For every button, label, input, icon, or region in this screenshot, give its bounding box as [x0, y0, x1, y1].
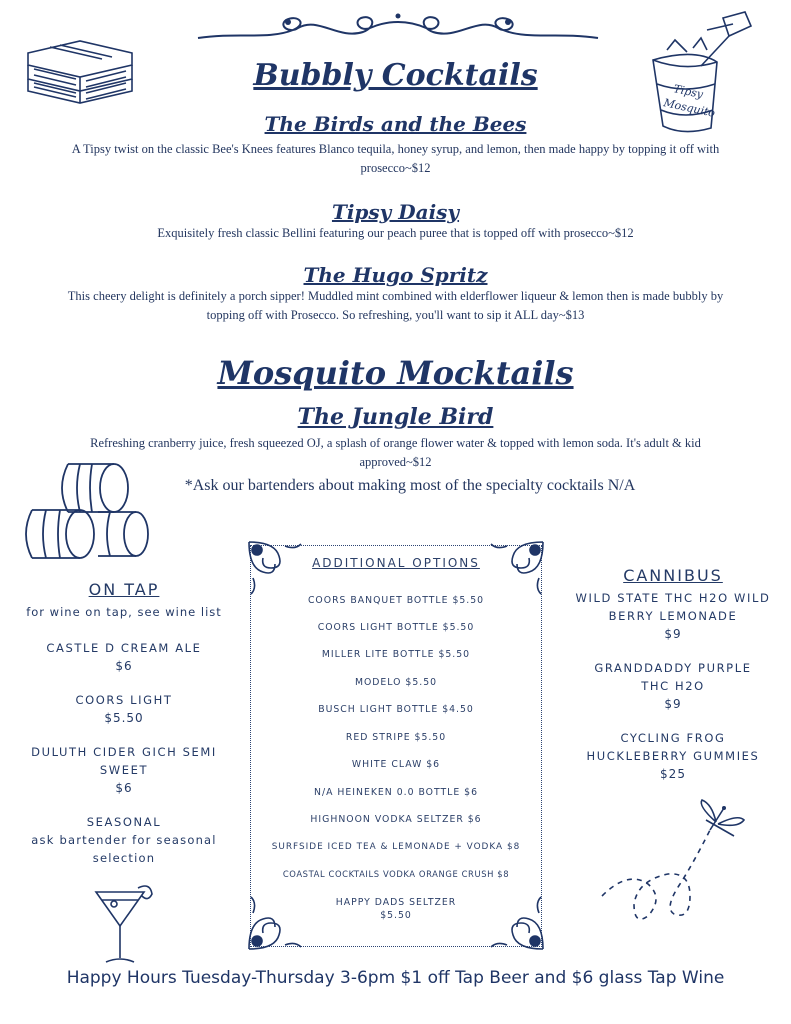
tap-item: CASTLE D CREAM ALE $6 — [46, 641, 202, 673]
option-item: COORS LIGHT BOTTLE $5.50 — [317, 622, 475, 633]
on-tap-section — [18, 580, 230, 867]
cannibus-item: GRANDDADDY PURPLE THC H2O $9 — [594, 661, 752, 711]
option-item: MILLER LITE BOTTLE $5.50 — [321, 649, 471, 660]
na-note: *Ask our bartenders about making most of the specialty cocktails N/A — [184, 477, 636, 494]
corner-ornament-icon — [245, 538, 305, 598]
option-item: WHITE CLAW $6 — [351, 759, 441, 770]
option-item: HAPPY DADS SELTZER — [335, 897, 457, 908]
tap-item: DULUTH CIDER GICH SEMI SWEET $6 — [31, 745, 217, 795]
mocktail-name-jungle-bird: The Jungle Bird — [297, 404, 494, 430]
option-item: HIGHNOON VODKA SELTZER $6 — [310, 814, 482, 825]
top-flourish-ornament — [198, 10, 598, 50]
cocktail-name-tipsy-daisy: Tipsy Daisy — [331, 200, 460, 224]
cannibus-item: CYCLING FROG HUCKLEBERRY GUMMIES $25 — [586, 731, 760, 781]
bubbly-cocktails-title: Bubbly Cocktails — [253, 58, 538, 93]
cocktail-name-birds-and-bees: The Birds and the Bees — [264, 112, 527, 136]
mocktail-desc-jungle-bird: Refreshing cranberry juice, fresh squeezed OJ, a splash of orange flower water & topped with lemon soda. It's adult & kid approved~$12 — [90, 436, 701, 469]
option-item: RED STRIPE $5.50 — [345, 732, 447, 743]
option-item: N/A HEINEKEN 0.0 BOTTLE $6 — [313, 787, 479, 798]
cocktail-desc-hugo-spritz: This cheery delight is definitely a porch sipper! Muddled mint combined with elderflower liqueur & lemon then is made bubbly by topping off with Prosecco. So refreshing, you'll want to sip it ALL day~$13 — [67, 289, 724, 322]
cannibus-section — [562, 566, 784, 783]
bucket-label-line1: Tipsy — [672, 82, 705, 102]
cocktail-desc-birds-and-bees: A Tipsy twist on the classic Bee's Knees features Blanco tequila, honey syrup, and lemon, then made happy by topping it off with prosecco~$12 — [71, 142, 720, 175]
mosquito-mocktails-title: Mosquito Mocktails — [217, 354, 574, 392]
corner-ornament-icon — [487, 893, 547, 953]
barrels-illustration — [18, 458, 153, 563]
cocktail-desc-tipsy-daisy: Exquisitely fresh classic Bellini featuring our peach puree that is topped off with prosecco~$12 — [157, 226, 634, 240]
option-item-price: $5.50 — [380, 910, 412, 921]
option-item: SURFSIDE ICED TEA & LEMONADE + VODKA $8 — [271, 842, 521, 852]
happy-hour-footer: Happy Hours Tuesday-Thursday 3-6pm $1 off Tap Beer and $6 glass Tap Wine — [66, 968, 725, 988]
additional-options-title: ADDITIONAL OPTIONS — [312, 556, 480, 570]
option-item: COORS BANQUET BOTTLE $5.50 — [307, 595, 485, 606]
mosquito-flight-illustration — [598, 800, 748, 930]
cannibus-item: WILD STATE THC H2O WILD BERRY LEMONADE $9 — [575, 591, 771, 641]
martini-glass-illustration — [92, 882, 158, 966]
bucket-label-line2: Mosquito — [662, 96, 717, 120]
cannibus-title: CANNIBUS — [623, 566, 723, 585]
tap-item: COORS LIGHT $5.50 — [75, 693, 173, 725]
cocktail-name-hugo-spritz: The Hugo Spritz — [303, 263, 488, 287]
option-item: MODELO $5.50 — [354, 677, 438, 688]
corner-ornament-icon — [487, 538, 547, 598]
corner-ornament-icon — [245, 893, 305, 953]
option-item: COASTAL COCKTAILS VODKA ORANGE CRUSH $8 — [282, 869, 510, 879]
on-tap-title: ON TAP — [88, 580, 160, 599]
option-item: BUSCH LIGHT BOTTLE $4.50 — [318, 704, 474, 715]
tap-item: SEASONAL ask bartender for seasonal selection — [31, 815, 217, 865]
on-tap-subtitle: for wine on tap, see wine list — [26, 605, 222, 619]
additional-options-frame — [250, 545, 542, 947]
